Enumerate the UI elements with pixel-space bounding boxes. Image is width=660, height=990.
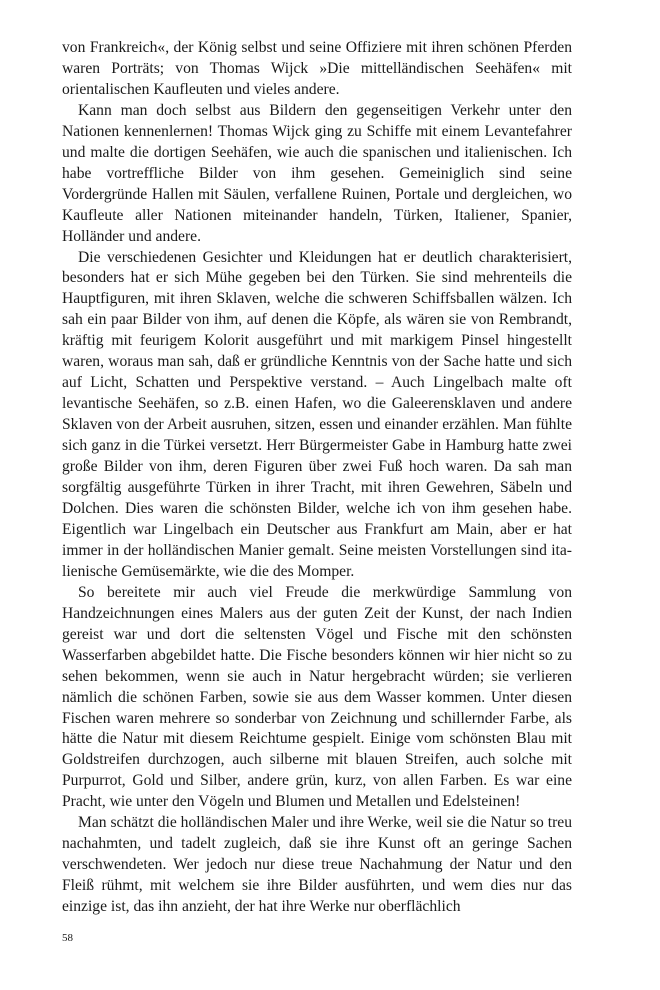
body-text xyxy=(62,38,572,918)
page-number: 58 xyxy=(62,932,73,944)
paragraph-1: von Frankreich«, der König selbst und seine Offiziere mit ihren schönen Pferden waren Porträts; von Thomas Wijck »Die mittelländischen Seehäfen« mit orientalischen Kaufleuten und vieles andere. xyxy=(62,39,572,98)
paragraph-5: Man schätzt die holländischen Maler und ihre Werke, weil sie die Natur so treu nachahmten, und tadelt zugleich, daß sie ihre Kunst oft an geringe Sachen verschwendeten. Wer jedoch nur diese treue Nachahmung der Natur und den Fleiß rühmt, mit welchem sie ihre Bilder ausführten, und wem dies nur das einzige ist, das ihn anzieht, der hat ihre Werke nur oberflächlich xyxy=(62,814,572,916)
paragraph-3: Die verschiedenen Gesichter und Kleidungen hat er deutlich charakterisiert, besonders hat er sich Mühe gegeben bei den Türken. Sie sind mehrenteils die Hauptfiguren, mit ihren Sklaven, welche die schweren Schiffsballen wälzen. Ich sah ein paar Bilder von ihm, auf denen die Köpfe, als wären sie von Rembrandt, kräftig mit feurigem Kolorit ausgeführt und mit markigem Pinsel hingestellt waren, woraus man sah, daß er gründliche Kenntnis von der Sache hatte und sich auf Licht, Schatten und Perspektive verstand. – Auch Lingelbach malte oft levantische Seehäfen, so z.B. einen Hafen, wo die Galeerensklaven und andere Sklaven von der Arbeit ausruhen, sitzen, essen und einander erzählen. Man fühlte sich ganz in die Türkei versetzt. Herr Bürgermeister Gabe in Hamburg hatte zwei große Bilder von ihm, deren Figuren über zwei Fuß hoch waren. Da sah man sorgfältig ausgeführte Türken in ihrer Tracht, mit ihren Gewehren, Säbeln und Dolchen. Dies waren die schönsten Bilder, welche ich von ihm gesehen habe. Eigentlich war Lingelbach ein Deutscher aus Frankfurt am Main, aber er hat immer in der holländischen Manier gemalt. Seine meisten Vorstellungen sind italienische Gemüsemärkte, wie die des Momper. xyxy=(62,248,572,580)
paragraph-4: So bereitete mir auch viel Freude die merkwürdige Sammlung von Handzeichnungen eines Malers aus der guten Zeit der Kunst, der nach Indien gereist war und dort die seltensten Vögel und Fische mit den schönsten Wasserfarben abgebildet hatte. Die Fische besonders können wir hier nicht so zu sehen bekommen, wenn sie auch in Natur hergebracht würden; sie verlieren nämlich die schönen Farben, sowie sie aus dem Wasser kommen. Unter diesen Fischen waren mehrere so sonderbar von Zeichnung und schillernder Farbe, als hätte die Natur mit diesem Reichtume gespielt. Einige vom schönsten Blau mit Goldstreifen durchzogen, auch silberne mit blauen Streifen, auch solche mit Purpurrot, Gold und Silber, andere grün, kurz, von allen Farben. Es war eine Pracht, wie unter den Vögeln und Blumen und Metallen und Edelsteinen! xyxy=(62,583,572,811)
paragraph-2: Kann man doch selbst aus Bildern den gegenseitigen Verkehr unter den Nationen kennenlernen! Thomas Wijck ging zu Schiffe mit einem Levantefahrer und malte die dortigen Seehäfen, wie auch die spanischen und italienischen. Ich habe vortreffliche Bilder von ihm gesehen. Gemeiniglich sind seine Vordergründe Hallen mit Säulen, verfallene Ruinen, Portale und dergleichen, wo Kaufleute aller Nationen miteinander handeln, Türken, Italiener, Spanier, Holländer und andere. xyxy=(62,101,572,245)
